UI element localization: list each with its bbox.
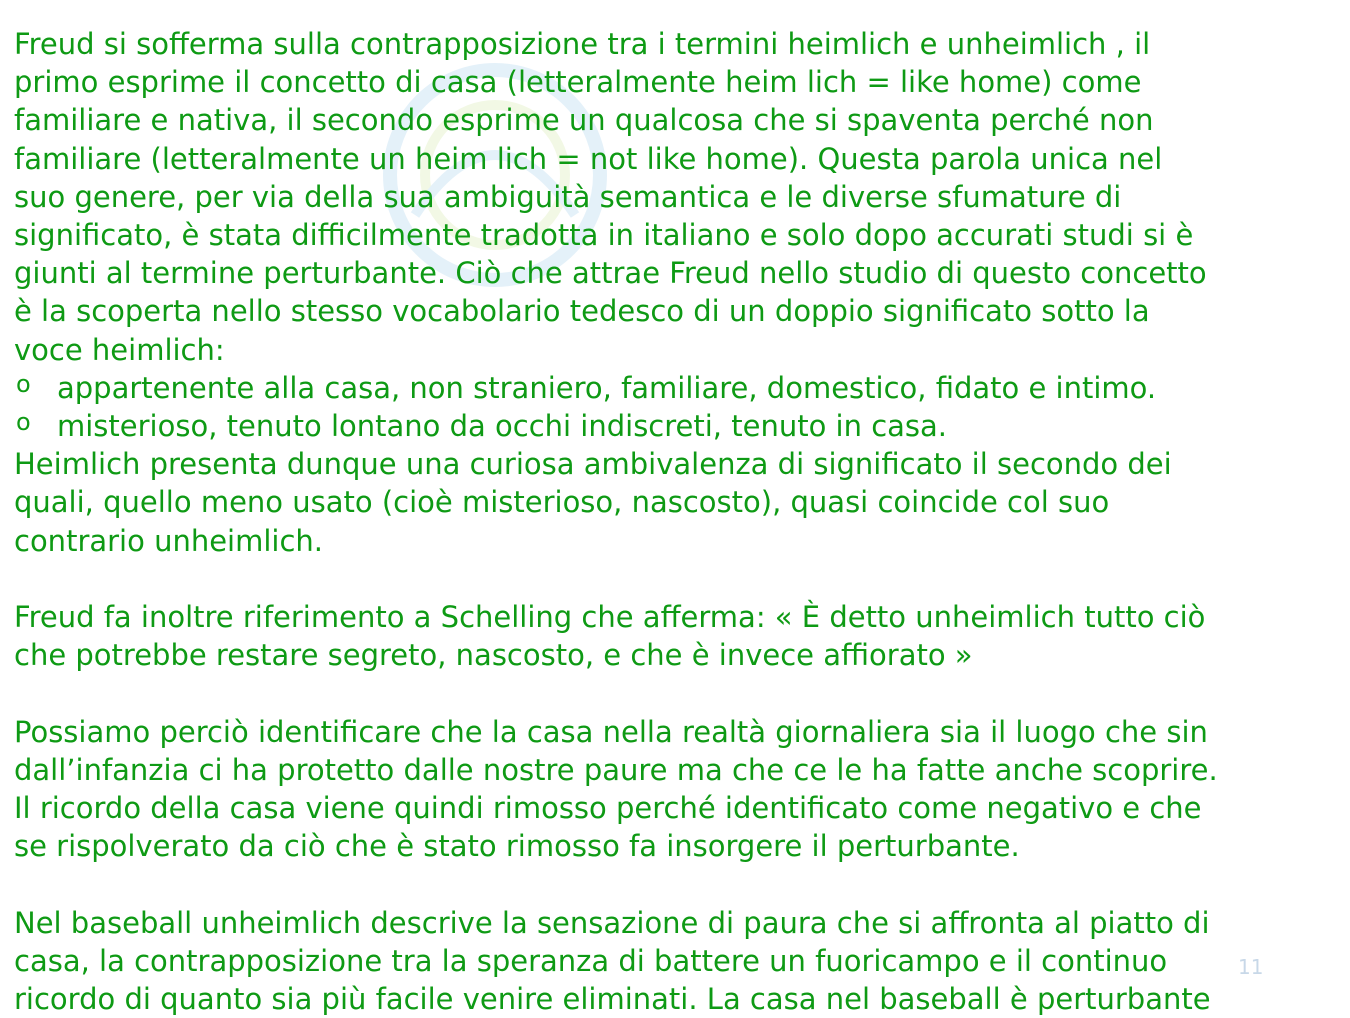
- text-line: dall’infanzia ci ha protetto dalle nostre paure ma che ce le ha fatte anche scoprire.: [14, 752, 1218, 787]
- text-line: se rispolverato da ciò che è stato rimosso fa insorgere il perturbante.: [14, 829, 1020, 864]
- text-line: contrario unheimlich.: [14, 523, 324, 558]
- text-line: Il ricordo della casa viene quindi rimosso perché identificato come negativo e che: [14, 791, 1202, 826]
- text-line: familiare (letteralmente un heim lich = not like home). Questa parola unica nel: [14, 141, 1163, 176]
- paragraph-spacer: [14, 560, 1344, 598]
- list-item-text: appartenente alla casa, non straniero, familiare, domestico, fidato e intimo.: [57, 370, 1157, 405]
- paragraph-3: [14, 598, 1344, 674]
- bullet-marker: o: [16, 408, 31, 437]
- paragraph-spacer: [14, 674, 1344, 712]
- text-line: voce heimlich:: [14, 332, 225, 367]
- list-item-text: misterioso, tenuto lontano da occhi indiscreti, tenuto in casa.: [57, 409, 948, 444]
- list-item: [14, 369, 1344, 407]
- bullet-list: [14, 369, 1344, 445]
- paragraph-1: [14, 25, 1344, 369]
- text-line: giunti al termine perturbante. Ciò che attrae Freud nello studio di questo concetto: [14, 256, 1207, 291]
- text-line: suo genere, per via della sua ambiguità semantica e le diverse sfumature di: [14, 179, 1122, 214]
- page-number: 11: [1238, 955, 1264, 979]
- text-line: casa, la contrapposizione tra la speranza di battere un fuoricampo e il continuo: [14, 943, 1168, 978]
- text-line: familiare e nativa, il secondo esprime un qualcosa che si spaventa perché non: [14, 103, 1154, 138]
- bullet-marker: o: [16, 369, 31, 398]
- text-line: Freud si sofferma sulla contrapposizione tra i termini heimlich e unheimlich , il: [14, 27, 1151, 61]
- text-line: è la scoperta nello stesso vocabolario tedesco di un doppio significato sotto la: [14, 294, 1150, 329]
- list-item: [14, 407, 1344, 445]
- text-line: quali, quello meno usato (cioè misterioso, nascosto), quasi coincide col suo: [14, 485, 1110, 520]
- text-line: Possiamo perciò identificare che la casa nella realtà giornaliera sia il luogo che sin: [14, 714, 1208, 749]
- paragraph-2: [14, 445, 1344, 560]
- text-line: Freud fa inoltre riferimento a Schelling che afferma: « È detto unheimlich tutto ciò: [14, 600, 1206, 635]
- text-line: Heimlich presenta dunque una curiosa ambivalenza di significato il secondo dei: [14, 447, 1172, 482]
- paragraph-4: [14, 713, 1344, 866]
- paragraph-5: [14, 904, 1344, 1018]
- text-line: ricordo di quanto sia più facile venire eliminati. La casa nel baseball è perturbante: [14, 982, 1211, 1017]
- paragraph-spacer: [14, 865, 1344, 903]
- text-line: che potrebbe restare segreto, nascosto, e che è invece affiorato »: [14, 638, 973, 673]
- text-line: Nel baseball unheimlich descrive la sensazione di paura che si affronta al piatto di: [14, 905, 1210, 940]
- text-line: primo esprime il concetto di casa (letteralmente heim lich = like home) come: [14, 65, 1142, 100]
- text-line: significato, è stata difficilmente tradotta in italiano e solo dopo accurati studi si è: [14, 218, 1194, 253]
- document-body: [14, 25, 1344, 1018]
